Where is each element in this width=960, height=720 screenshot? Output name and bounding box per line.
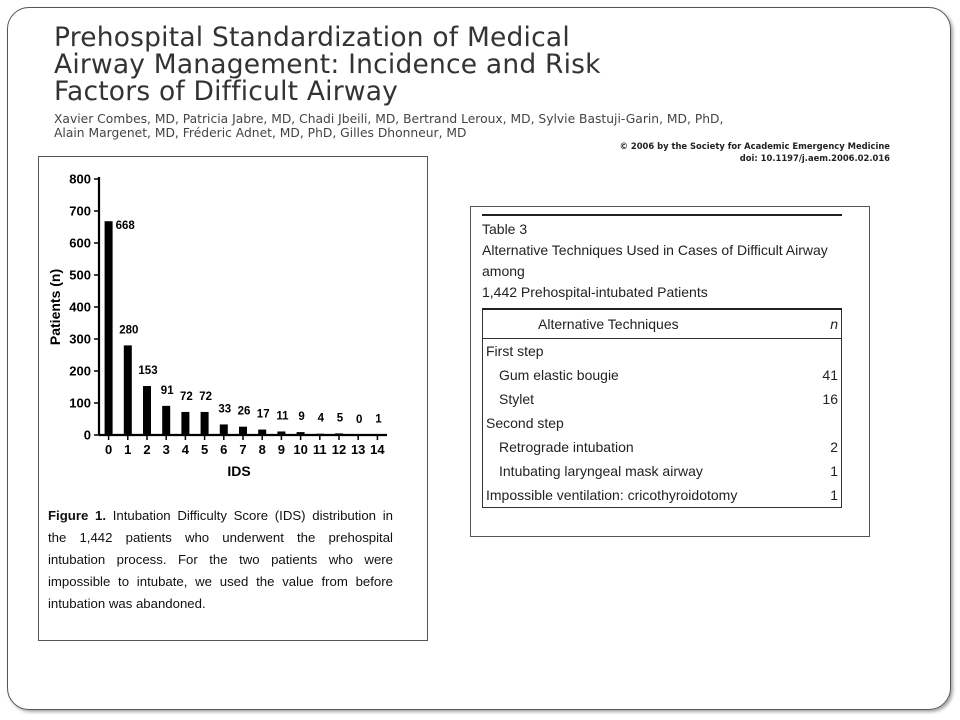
bar-data-label: 26 — [237, 405, 251, 418]
x-tick-label: 6 — [220, 442, 228, 457]
figure-caption-label: Figure 1. — [48, 508, 106, 523]
bar-data-label: 9 — [298, 411, 305, 424]
copyright-text: © 2006 by the Society for Academic Emergency Medicine — [619, 141, 890, 151]
y-tick-label: 100 — [69, 395, 91, 411]
table-caption — [482, 240, 842, 303]
table-cell-n: 41 — [822, 367, 838, 383]
x-axis-title: IDS — [227, 463, 251, 479]
table-row — [483, 387, 841, 411]
bar-data-label: 0 — [355, 414, 363, 426]
bar-data-label: 17 — [256, 408, 270, 421]
figure-caption — [48, 505, 393, 615]
table-label: Table 3 — [482, 221, 528, 237]
bar — [124, 345, 132, 435]
y-tick-label: 200 — [69, 363, 91, 379]
x-tick-label: 0 — [104, 442, 113, 457]
bar-data-label: 91 — [160, 384, 174, 397]
bar — [105, 221, 113, 435]
x-tick-label: 3 — [162, 442, 170, 457]
paper-title — [54, 24, 774, 105]
bar — [297, 432, 305, 435]
table-header-n: n — [830, 316, 838, 332]
bar — [335, 433, 343, 435]
paper-title-line: Factors of Difficult Airway — [54, 76, 399, 107]
table-row — [483, 483, 841, 507]
bar — [220, 424, 228, 435]
bar — [316, 434, 324, 435]
y-tick-label: 700 — [69, 203, 91, 219]
paper-authors — [54, 112, 854, 140]
x-tick-label: 4 — [181, 442, 190, 457]
y-tick-label: 800 — [69, 171, 91, 187]
table-cell-technique: Gum elastic bougie — [499, 367, 619, 383]
bar-data-label: 280 — [119, 324, 139, 337]
copyright-block — [620, 140, 890, 164]
table-row — [483, 411, 841, 435]
table-cell-technique: Impossible ventilation: cricothyroidotomy — [486, 487, 738, 503]
table-caption-line: 1,442 Prehospital-intubated Patients — [482, 284, 708, 300]
table-header-row — [483, 310, 841, 339]
table-cell-n: 2 — [830, 439, 838, 455]
table-caption-line: Alternative Techniques Used in Cases of Difficult Airway among — [482, 242, 828, 279]
doi-text: doi: 10.1197/j.aem.2006.02.016 — [739, 153, 890, 163]
table-rows — [483, 339, 841, 507]
ids-bar-chart — [39, 157, 427, 502]
author-line: Alain Margenet, MD, Fréderic Adnet, MD, PhD, Gilles Dhonneur, MD — [54, 126, 467, 140]
bar-data-label: 72 — [180, 390, 193, 403]
bar — [277, 431, 285, 435]
table-cell-n: 1 — [830, 487, 838, 503]
y-tick-label: 500 — [69, 267, 91, 283]
x-tick-label: 14 — [370, 442, 385, 457]
paper-title-line: Airway Management: Incidence and Risk — [54, 49, 601, 80]
y-tick-label: 300 — [69, 331, 91, 347]
author-line: Xavier Combes, MD, Patricia Jabre, MD, Chadi Jbeili, MD, Bertrand Leroux, MD, Sylvie Bastuji-Garin, MD, PhD, — [54, 112, 724, 126]
y-tick-label: 400 — [69, 299, 91, 315]
table-cell-technique: Second step — [486, 415, 564, 431]
bar — [258, 430, 266, 435]
x-tick-label: 9 — [277, 442, 286, 457]
x-tick-label: 10 — [293, 442, 308, 457]
table-cell-technique: First step — [486, 343, 544, 359]
table-row — [483, 435, 841, 459]
bar-data-label: 1 — [375, 413, 382, 426]
x-tick-label: 5 — [200, 442, 209, 457]
table-row — [483, 459, 841, 483]
x-tick-label: 1 — [124, 442, 132, 457]
y-tick-label: 600 — [69, 235, 91, 251]
bar — [239, 427, 247, 435]
table-body — [482, 310, 842, 508]
table-top-rule — [482, 214, 842, 216]
x-tick-label: 12 — [331, 442, 347, 457]
bar-data-label: 72 — [199, 390, 212, 403]
table-cell-technique: Stylet — [499, 391, 535, 407]
table-cell-n: 1 — [830, 463, 838, 479]
table-header-technique: Alternative Techniques — [538, 316, 679, 332]
x-tick-label: 8 — [258, 442, 266, 457]
bar-data-label: 33 — [218, 403, 232, 416]
x-tick-label: 7 — [239, 442, 247, 457]
x-tick-label: 13 — [350, 442, 366, 457]
x-tick-label: 11 — [312, 442, 327, 457]
table-row — [483, 363, 841, 387]
paper-title-line: Prehospital Standardization of Medical — [54, 22, 570, 53]
figure-panel — [38, 156, 428, 641]
bar-data-label: 668 — [115, 220, 135, 233]
table-row — [483, 339, 841, 363]
table-cell-technique: Intubating laryngeal mask airway — [499, 463, 703, 479]
bar — [181, 412, 189, 435]
y-tick-label: 0 — [83, 427, 91, 443]
bar — [162, 406, 170, 435]
bar-data-label: 5 — [336, 412, 344, 425]
x-tick-label: 2 — [143, 442, 151, 457]
bar-data-label: 153 — [138, 365, 158, 378]
bar-data-label: 4 — [317, 412, 325, 425]
table-cell-n: 16 — [822, 391, 838, 407]
bar — [143, 386, 151, 435]
figure-caption-text: Intubation Difficulty Score (IDS) distribution in the 1,442 patients who underwent the prehospital intubation process. For the two patients who were impossible to intubate, we used the value from before intubation was abandoned. — [48, 508, 393, 611]
bar — [201, 412, 209, 435]
bar-data-label: 11 — [276, 410, 289, 423]
y-axis-title: Patients (n) — [47, 268, 63, 346]
table-panel — [470, 206, 870, 537]
table-cell-technique: Retrograde intubation — [499, 439, 634, 455]
